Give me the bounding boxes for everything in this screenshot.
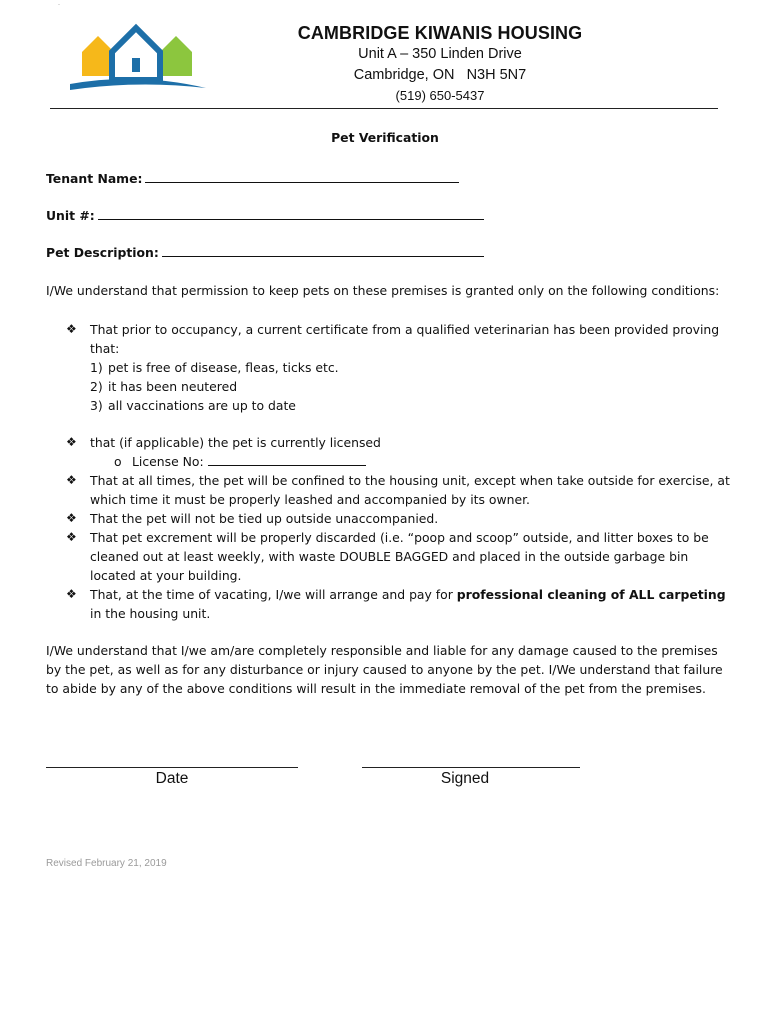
condition-text: That prior to occupancy, a current certificate from a qualified veterinarian has been provided proving that: [90, 322, 720, 356]
condition-emphasis: professional cleaning of ALL carpeting [456, 587, 726, 602]
list-item: 3) all vaccinations are up to date [90, 398, 296, 413]
condition-item [66, 528, 736, 585]
conditions-list [66, 320, 736, 623]
signed-signature-line[interactable] [362, 767, 580, 768]
address-line-2: Cambridge, ON N3H 5N7 [353, 67, 527, 83]
tenant-name-field[interactable] [46, 170, 459, 186]
circle-bullet-icon: o [114, 454, 122, 469]
condition-text: in the housing unit. [90, 606, 211, 621]
signed-label: Signed [440, 770, 490, 787]
unit-number-blank[interactable] [98, 207, 484, 220]
vet-certificate-list [90, 358, 736, 415]
tenant-name-blank[interactable] [145, 170, 459, 183]
organization-name: CAMBRIDGE KIWANIS HOUSING [297, 23, 583, 43]
pet-description-field[interactable] [46, 244, 484, 260]
license-number-field[interactable] [90, 452, 736, 471]
date-signature-line[interactable] [46, 767, 298, 768]
condition-item [66, 471, 736, 509]
scan-mark: - [58, 2, 60, 8]
condition-text: That, at the time of vacating, I/we will arrange and pay for [90, 587, 457, 602]
conditions-intro: I/We understand that permission to keep pets on these premises is granted only on the following conditions: [46, 283, 720, 298]
diamond-bullet-icon: ❖ [66, 473, 77, 487]
condition-item [66, 320, 736, 415]
houses-logo-icon [68, 22, 208, 92]
diamond-bullet-icon: ❖ [66, 587, 77, 601]
list-item: 2) it has been neutered [90, 379, 238, 394]
phone-number: (519) 650-5437 [395, 88, 485, 103]
unit-number-label: Unit #: [46, 208, 95, 223]
list-item: 1) pet is free of disease, fleas, ticks etc. [90, 360, 339, 375]
liability-statement: I/We understand that I/we am/are completely responsible and liable for any damage caused to the premises by the pet, as well as for any disturbance or injury caused to anyone by the pet. I/We understand that failure to abide by any of the above conditions will result in the immediate removal of the pet from the premises. [46, 643, 723, 696]
pet-description-blank[interactable] [162, 244, 484, 257]
diamond-bullet-icon: ❖ [66, 322, 77, 336]
diamond-bullet-icon: ❖ [66, 511, 77, 525]
unit-number-field[interactable] [46, 207, 484, 223]
form-title: Pet Verification [331, 130, 439, 145]
organization-block [270, 22, 610, 106]
condition-text: that (if applicable) the pet is currently licensed [90, 435, 381, 450]
condition-item [66, 433, 736, 471]
address-line-1: Unit A – 350 Linden Drive [358, 46, 522, 62]
tenant-name-label: Tenant Name: [46, 171, 143, 186]
header-divider [50, 108, 718, 109]
pet-description-label: Pet Description: [46, 245, 159, 260]
condition-text: That the pet will not be tied up outside unaccompanied. [90, 511, 439, 526]
condition-item [66, 509, 736, 528]
license-number-blank[interactable] [208, 453, 366, 466]
diamond-bullet-icon: ❖ [66, 530, 77, 544]
condition-text: That pet excrement will be properly discarded (i.e. “poop and scoop” outside, and litter boxes to be cleaned out at least weekly, with waste DOUBLE BAGGED and placed in the outside garbage bin located at your building. [90, 530, 709, 583]
condition-item [66, 585, 736, 623]
diamond-bullet-icon: ❖ [66, 435, 77, 449]
condition-text: That at all times, the pet will be confined to the housing unit, except when take outside for exercise, at which time it must be properly leashed and accompanied by its owner. [90, 473, 730, 507]
revision-date: Revised February 21, 2019 [46, 858, 167, 869]
license-number-label: License No: [132, 454, 204, 469]
date-label: Date [155, 770, 189, 787]
